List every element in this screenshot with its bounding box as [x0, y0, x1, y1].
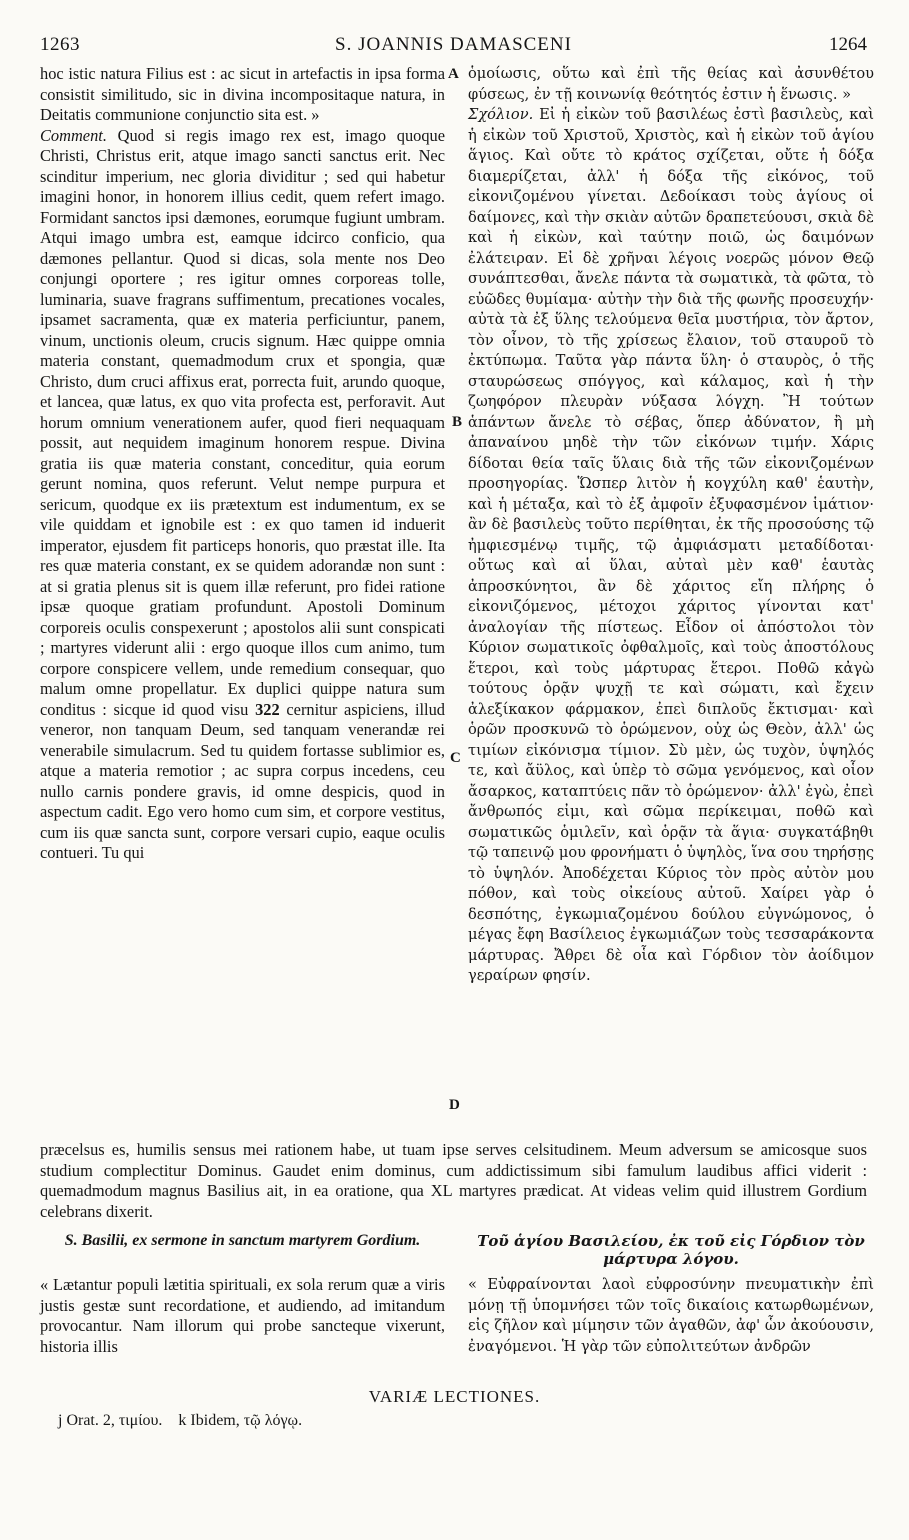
- latin-bottom-paragraph: « Lætantur populi lætitia spirituali, ex sola rerum quæ a viris justis gestæ sunt recordatione, et audiendo, ad imitandum provocantur. Nam illorum qui probe sancteque vixerunt, historia illis: [40, 1275, 445, 1356]
- greek-comment-label: Σχόλιον.: [468, 106, 534, 123]
- page-header: [40, 34, 867, 62]
- variae-lectiones-heading: VARIÆ LECTIONES.: [368, 1387, 541, 1406]
- variant-note-k: k Ibidem, τῷ λόγῳ.: [178, 1412, 303, 1429]
- greek-paragraph-2: [468, 105, 874, 987]
- section-marker-b: B: [452, 414, 463, 430]
- sub-heading-latin: S. Basilii, ex sermone in sanctum martyrem Gordium.: [64, 1232, 421, 1249]
- running-title: S. JOANNIS DAMASCENI: [335, 34, 572, 55]
- greek-bottom-paragraph: « Εὐφραίνονται λαοὶ εὐφροσύνην πνευματικὴν ἐπὶ μόνῃ τῇ ὑπομνήσει τῶν τοῖς δικαίοις κατωρθωμένων, εἰς ζῆλον καὶ μίμησιν τῶν ἀγαθῶν, ἀφ' ὧν ἀκούουσιν, ἐναγόμενοι. Ἡ γὰρ τῶν εὐπολιτεύτων ἀνδρῶν: [468, 1276, 874, 1355]
- section-marker-a: A: [448, 66, 459, 82]
- section-marker-d: D: [449, 1097, 460, 1113]
- latin-paragraph-2-text: Quod si regis imago rex est, imago quoque Christi, Christus erit, atque imago sancti sanctus erit. Nec scinditur imperium, nec gloria dividitur ; sed qui habetur imagini honor, in honorem illius cedit, quem refert imago. Formidant sanctos ipsi dæmones, eorumque fugiunt umbram. Atqui imago umbra est, eamque idcirco conficio, qua dæmones pellantur. Quod si dicas, sola mente nos Deo conjungi oportere ; res igitur omnes corporeas tolle, luminaria, suave fragrans suffimentum, precationes vocales, ipsamet sacramenta, quæ ex materia perficiuntur, panem, vinum, unctionis oleum, crucis signum. Hæc quippe omnia materia constant, quemadmodum crux et spongia, quæ Christo, dum cruci affixus erat, porrecta fuit, arundo quoque, et lancea, quæ latus, ex quo vita profecta est, perforavit. Aut horum omnium venerationem aufer, quod fieri nequaquam possit, aut nequidem imaginum honorem respue. Divina gratia iis quæ materia constant, conceditur, quia eorum gerunt nomina, quos referunt. Velut nempe purpura et sericum, quodque ex iis prætextum est indumentum, ex se vile quiddam et ignobile est : ex quo tamen id induerit imperator, ejusdem fit particeps honoris, quo præstat ille. Ita res quæ materia constant, ex se quidem adorandæ non sunt : at si gratia plenus sit is quem illæ referunt, pro fidei ratione ipsæ quoque gratiam profundunt. Apostoli Dominum corporeis oculis conspexerunt ; apostolos alii sunt conspicati ; martyres viderunt alii : ergo quoque illos cum animo, tum corpore conspicere vellem, unde remedium consequar, quo malum omne propellatur. Ex duplici quippe natura sum conditus : sicque id quod visu: [40, 125, 445, 719]
- sub-heading-greek: Τοῦ ἁγίου Βασιλείου, ἐκ τοῦ εἰς Γόρδιον τὸν μάρτυρα λόγου.: [477, 1232, 865, 1268]
- latin-paragraph-2: [40, 126, 445, 864]
- latin-comment-label: Comment.: [40, 125, 107, 145]
- page-number-right: 1264: [829, 34, 867, 55]
- greek-paragraph-2-text: Εἰ ἡ εἰκὼν τοῦ βασιλέως ἐστὶ βασιλεὺς, καὶ ἡ εἰκὼν τοῦ Χριστοῦ, Χριστὸς, καὶ ἡ εἰκὼν τοῦ ἁγίου ἅγιος. Καὶ οὔτε τὸ κράτος σχίζεται, οὔτε ἡ δόξα διαμερίζεται, ἀλλ' ἡ δόξα τῆς εἰκόνος, τοῦ εἰκονιζομένου γίνεται. Δεδοίκασι τοὺς ἁγίους οἱ δαίμονες, καὶ τὴν σκιὰν αὐτῶν δραπετεύουσι, σκιὰ δὲ καὶ ἡ εἰκὼν, καὶ ταύτην ποιῶ, ὡς δαιμόνων ἐλάτειραν. Εἰ δὲ χρῆναι λέγοις νοερῶς μόνον Θεῷ συνάπτεσθαι, ἄνελε πάντα τὰ σωματικὰ, τὰ φῶτα, τὸ εὐῶδες θυμίαμα· αὐτὴν τὴν διὰ τῆς φωνῆς προσευχήν· αὐτὰ τὰ ἐξ ὕλης τελούμενα θεῖα μυστήρια, τὸν ἄρτον, τὸν οἶνον, τὸ τῆς χρίσεως ἔλαιον, τοῦ σταυροῦ τὸ ἐκτύπωμα. Ταῦτα γὰρ πάντα ὕλη· ὁ σταυρὸς, ὁ τῆς σταυρώσεως σπόγγος, καὶ κάλαμος, καὶ ἡ τὴν ζωηφόρον πλευρὰν νύξασα λόγχη. Ἢ τούτων ἁπάντων ἄνελε τὸ σέβας, ὅπερ ἀδύνατον, ἢ μὴ ἀπαναίνου μηδὲ τὴν τῶν εἰκόνων τιμήν. Χάρις δίδοται θεία ταῖς ὕλαις διὰ τῆς τῶν εἰκονιζομένων προσηγορίας. Ὥσπερ λιτὸν ἡ κογχύλη καθ' ἑαυτὴν, καὶ ἡ μέταξα, καὶ τὸ ἐξ ἀμφοῖν ἐξυφασμένον ἱμάτιον· ἂν δὲ βασιλεὺς τοῦτο περίθηται, ἐκ τῆς προσούσης τῷ ἠμφιεσμένῳ τιμῆς, τῷ ἀμφιάσματι μεταδίδοται· οὕτως καὶ αἱ ὕλαι, αὐταὶ μὲν καθ' ἑαυτὰς ἀπροσκύνητοι, ἂν δὲ χάριτος εἴη πλήρης ὁ εἰκονιζόμενος, μέτοχοι χάριτος γίνονται κατ' ἀναλογίαν τῆς πίστεως. Εἶδον οἱ ἀπόστολοι τὸν Κύριον σωματικοῖς ὀφθαλμοῖς, καὶ τοὺς ἀποστόλους ἕτεροι, καὶ τοὺς μάρτυρας ἕτεροι. Ποθῶ κἀγὼ τούτους ὁρᾷν ψυχῇ τε καὶ σώματι, καὶ ἔχειν ἀλεξίκακον φάρμακον, ἐπεὶ διπλοῦς ἔκτισμαι· καὶ ὁρῶν προσκυνῶ τὸ ὁρώμενον, οὐχ ὡς Θεὸν, ἀλλ' ὡς τιμίων εἰκόνισμα τίμιον. Σὺ μὲν, ὡς τυχὸν, ὑψηλός τε, καὶ ἄϋλος, καὶ ὑπὲρ τὸ σῶμα γενόμενος, καὶ οἷον ἄσαρκος, καταπτύεις πᾶν τὸ ὁρώμενον· ἀλλ' ἐγὼ, ἐπεὶ ἄνθρωπός εἰμι, καὶ σῶμα περίκειμαι, ποθῶ καὶ σωματικῶς ὁμιλεῖν, καὶ ὁρᾷν τὰ ἅγια· συγκατάβηθι τῷ ταπεινῷ μου φρονήματι ὁ ὑψηλὸς, ἵνα σου τηρήσῃς τὸ ὑψηλόν. Ἀποδέχεται Κύριος τὸν πρὸς αὐτὸν μου πόθον, καὶ τοὺς οἰκείους αὐτοῦ. Χαίρει γὰρ ὁ δεσπότης, ἐγκωμιαζομένου δούλου εὐγνώμονος, ὁ μέγας ἔφη Βασίλειος ἐγκωμιάζων τοὺς τεσσαράκοντα μάρτυρας. Ἄθρει δὲ οἷα καὶ Γόρδιον τὸν ἀοίδιμον γεραίρων φησίν.: [468, 106, 875, 984]
- latin-paragraph-3-text: cernitur aspiciens, illud veneror, non tanquam Deum, sed tanquam venerandæ rei venerabile simulacrum. Sed tu quidem fortasse sublimior es, atque a materia remotior ; ac supra corpus incedens, ceu nullo carnis pondere gravis, id omne despicis, quod in aspectum cadit. Ego vero homo cum sim, et corpore vestitus, cum iis quæ sancta sunt, corpore versari cupio, eaque oculis contueri. Tu qui: [40, 699, 445, 862]
- greek-column: [468, 64, 874, 987]
- full-width-paragraph: præcelsus es, humilis sensus mei rationem habe, ut tuam ipse serves celsitudinem. Meum adversum se amicosque suos studium complectitur Dominus. Gaudet enim dominus, cum addictissimum sibi famulum laudibus affici viderit : quemadmodum magnus Basilius ait, in ea oratione, qua XL martyres prædicat. At videas velim quid illustrem Gordium celebrans dixerit.: [40, 1140, 867, 1221]
- latin-column: [40, 64, 445, 864]
- page-marker-322: 322: [255, 699, 280, 719]
- variant-note-j: j Orat. 2, τιμίου.: [58, 1412, 163, 1429]
- page-number-left: 1263: [40, 34, 80, 55]
- greek-bottom-column: [468, 1275, 874, 1357]
- variae-lectiones-notes: [58, 1412, 302, 1430]
- section-marker-c: C: [450, 750, 461, 766]
- latin-bottom-column: [40, 1275, 445, 1357]
- latin-paragraph-1: hoc istic natura Filius est : ac sicut in artefactis in ipsa forma consistit similitudo, sic in divina incompositaque natura, in Deitatis communione conjunctio sita est. »: [40, 64, 445, 124]
- greek-paragraph-1: ὁμοίωσις, οὕτω καὶ ἐπὶ τῆς θείας καὶ ἀσυνθέτου φύσεως, ἐν τῇ κοινωνίᾳ θεότητός ἐστιν ἡ ἕνωσις. »: [468, 65, 874, 103]
